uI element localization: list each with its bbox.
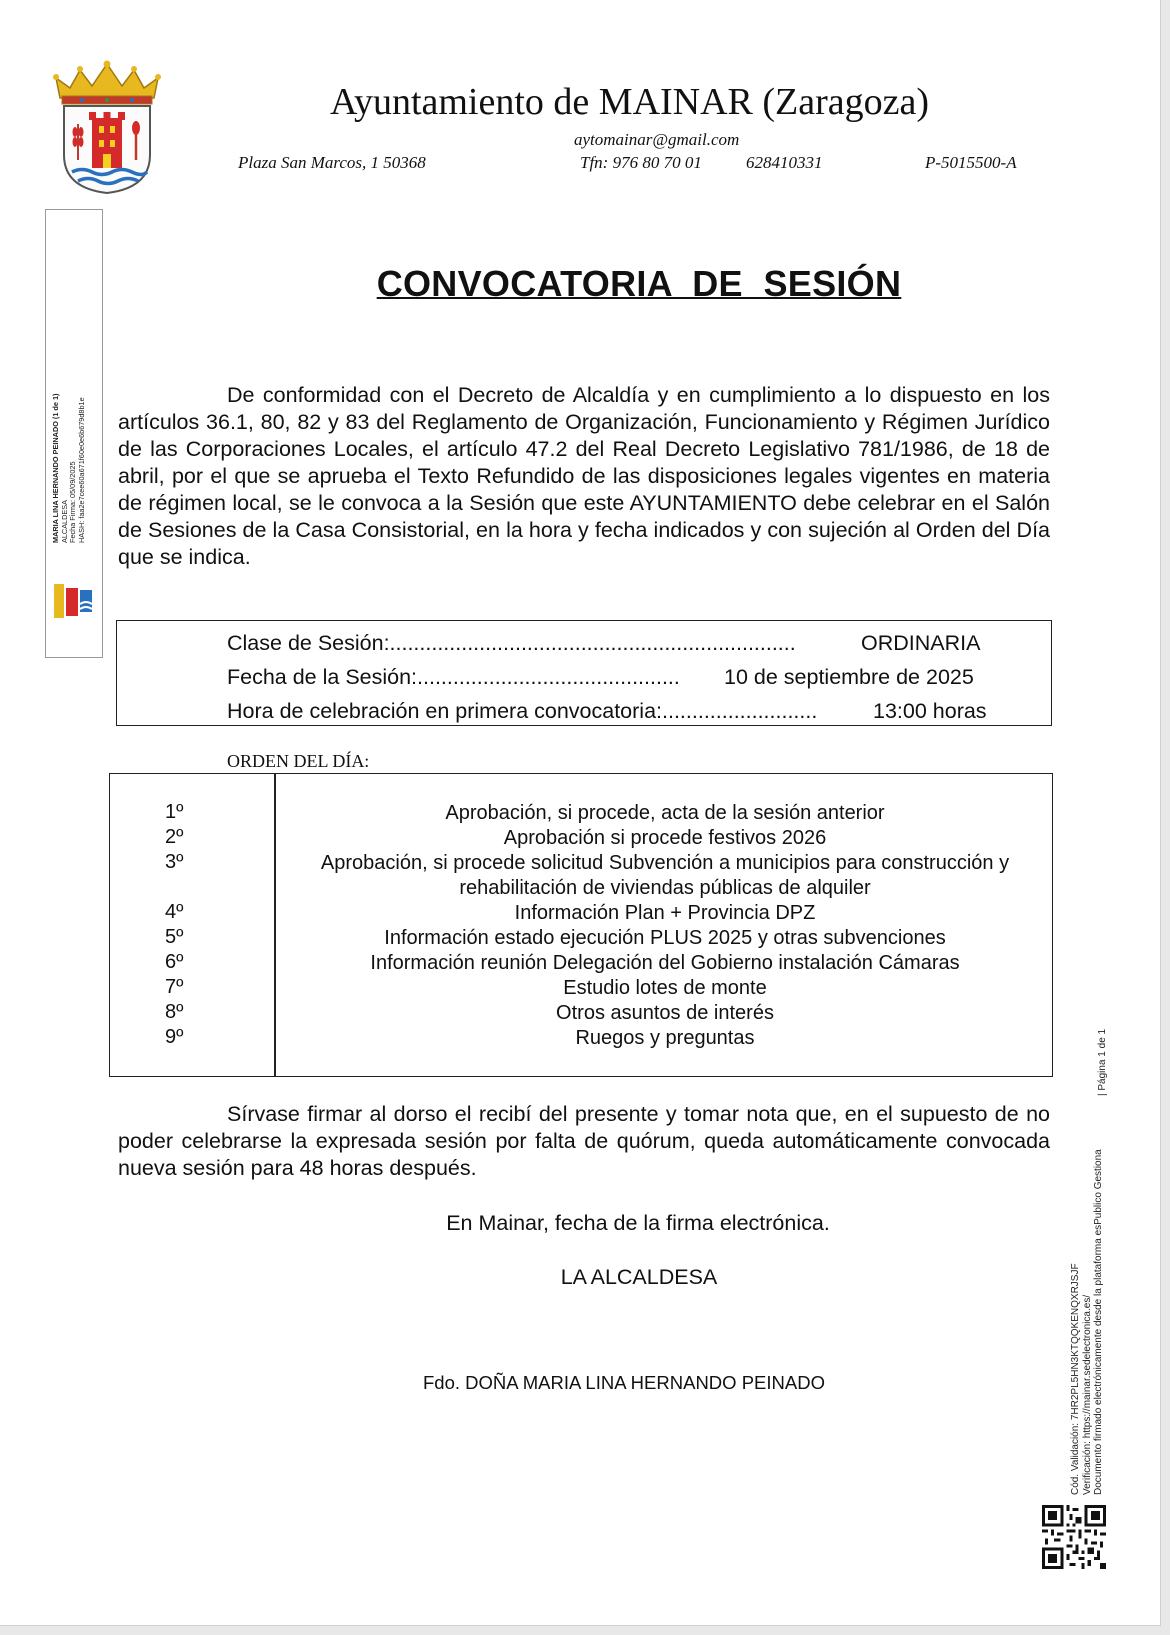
agenda-item-text: Información reunión Delegación del Gobierno instalación Cámaras — [370, 952, 960, 974]
validation-code: Cód. Validación: 7HR2PL5HN3KTQQKENQXRJSJF — [1070, 1263, 1081, 1495]
signature-hash: HASH: faa2e7cee60a671f60e0e6b679d8b1e — [76, 397, 86, 543]
agenda-item-text: Estudio lotes de monte — [563, 977, 767, 999]
signatory-role: LA ALCALDESA — [560, 1265, 718, 1289]
coat-of-arms-logo — [52, 60, 162, 195]
agenda-item-number: 2º — [165, 826, 184, 848]
agenda-item-number: 4º — [165, 901, 184, 923]
session-details-box — [116, 620, 1052, 726]
session-date-label: Fecha de la Sesión:............................................ — [227, 665, 680, 689]
agenda-table — [109, 773, 1053, 1077]
qr-code-icon[interactable] — [1042, 1505, 1106, 1569]
header-phone: Tfn: 976 80 70 01 — [580, 153, 702, 172]
validation-platform: Documento firmado electrónicamente desde la plataforma esPublico Gestiona — [1093, 1149, 1104, 1495]
session-class-value: ORDINARIA — [861, 631, 981, 655]
agenda-item-text: Otros asuntos de interés — [556, 1002, 774, 1024]
session-time-label: Hora de celebración en primera convocatoria:.......................... — [227, 699, 818, 723]
agenda-item-number: 9º — [165, 1026, 184, 1048]
document-title: CONVOCATORIA DE SESIÓN — [376, 263, 902, 304]
agenda-item-text: Ruegos y preguntas — [575, 1027, 755, 1049]
closing-paragraph: Sírvase firmar al dorso el recibí del presente y tomar nota que, en el supuesto de no poder celebrarse la expresada sesión por falta de quórum, queda automáticamente convocada nueva sesión para 48 horas después. — [118, 1102, 1050, 1180]
header-email: aytomainar@gmail.com — [574, 130, 740, 149]
signature-date: Fecha Firma: 05/09/2025 — [68, 461, 78, 543]
header-nif: P-5015500-A — [925, 153, 1017, 172]
agenda-item-number: 8º — [165, 1001, 184, 1023]
agenda-item-text: Aprobación si procede festivos 2026 — [503, 827, 827, 849]
header-phone-mobile: 628410331 — [746, 153, 823, 172]
signature-crest-icon — [52, 580, 96, 622]
agenda-item-text: Información Plan + Provincia DPZ — [514, 902, 816, 924]
signature-signer: MARIA LINA HERNANDO PEINADO (1 de 1) — [51, 393, 60, 543]
session-date-value: 10 de septiembre de 2025 — [724, 665, 974, 689]
agenda-item-number: 6º — [165, 951, 184, 973]
agenda-item-text: Aprobación, si procede solicitud Subvención a municipios para construcción y rehabilitación de viviendas públicas de alquiler — [320, 852, 1010, 899]
agenda-item-number: 7º — [165, 976, 184, 998]
validation-url: Verificación: https://mainar.sedelectronica.es/ — [1081, 1294, 1093, 1495]
header-address: Plaza San Marcos, 1 50368 — [238, 153, 426, 172]
page-number-note: | Página 1 de 1 — [1097, 1028, 1108, 1096]
session-time-value: 13:00 horas — [873, 699, 987, 723]
agenda-label: ORDEN DEL DÍA: — [227, 751, 370, 771]
place-date: En Mainar, fecha de la firma electrónica. — [446, 1211, 830, 1235]
page-header-title: Ayuntamiento de MAINAR (Zaragoza) — [330, 81, 930, 123]
agenda-item-text: Información estado ejecución PLUS 2025 y otras subvenciones — [384, 927, 946, 949]
validation-strip — [1070, 1149, 1105, 1495]
agenda-item-number: 5º — [165, 926, 184, 948]
agenda-item-text: Aprobación, si procede, acta de la sesión anterior — [445, 802, 885, 824]
agenda-item-number: 3º — [165, 851, 184, 873]
signature-role: ALCALDESA — [59, 500, 69, 543]
session-class-label: Clase de Sesión:.................................................................... — [227, 631, 796, 655]
agenda-column-divider — [274, 774, 276, 1076]
agenda-item-number: 1º — [165, 801, 184, 823]
intro-paragraph: De conformidad con el Decreto de Alcaldía y en cumplimiento a lo dispuesto en los artículos 36.1, 80, 82 y 83 del Reglamento de Organización, Funcionamiento y Régimen Jurídico de las Corporaciones Locales, el artículo 47.2 del Real Decreto Legislativo 781/1986, de 18 de abril, por el que se aprueba el Texto Refundido de las disposiciones legales vigentes en materia de régimen local, se le convoca a la Sesión que este AYUNTAMIENTO debe celebrar en el Salón de Sesiones de la Casa Consistorial, en la hora y fecha indicados y con sujeción al Orden del Día que se indica. — [118, 383, 1050, 569]
signed-by: Fdo. DOÑA MARIA LINA HERNANDO PEINADO — [423, 1372, 825, 1393]
signature-stamp-text — [52, 343, 86, 543]
